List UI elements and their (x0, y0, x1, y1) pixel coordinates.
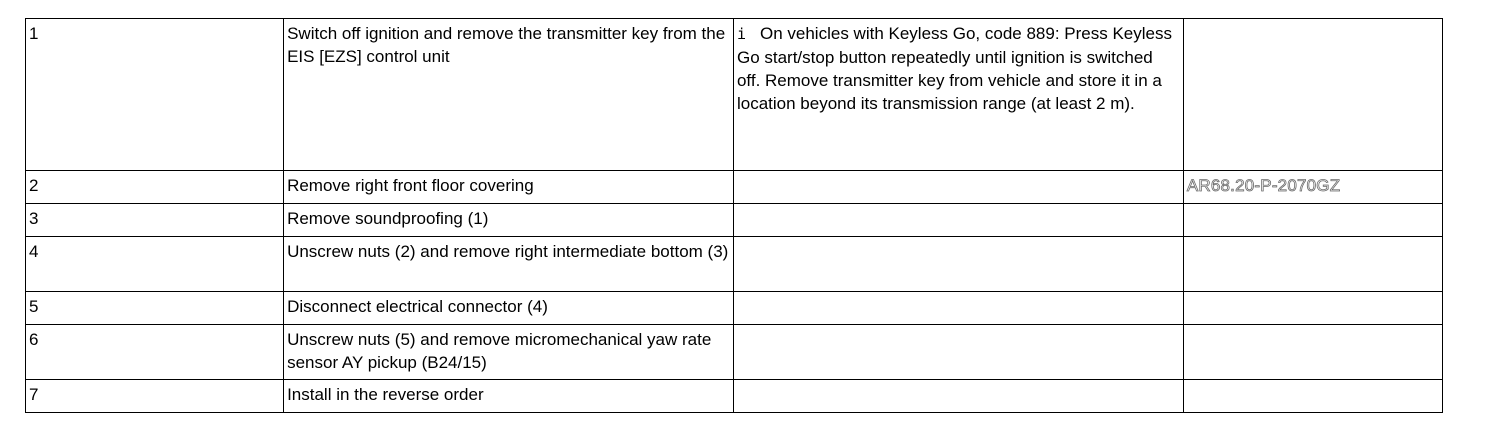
step-reference-cell (1183, 171, 1442, 204)
step-number-cell: 3 (26, 204, 284, 237)
step-action-cell: Switch off ignition and remove the transmitter key from the EIS [EZS] control unit (284, 19, 734, 171)
step-action-cell: Unscrew nuts (5) and remove micromechanical yaw rate sensor AY pickup (B24/15) (284, 325, 734, 380)
step-reference-cell (1183, 237, 1442, 292)
step-note-cell (733, 204, 1183, 237)
step-action-cell: Install in the reverse order (284, 380, 734, 413)
step-note-cell (733, 380, 1183, 413)
step-number-cell: 2 (26, 171, 284, 204)
table-row (26, 19, 1443, 171)
step-reference-cell (1183, 325, 1442, 380)
step-number-cell: 4 (26, 237, 284, 292)
step-action-cell: Disconnect electrical connector (4) (284, 292, 734, 325)
step-action-cell: Unscrew nuts (2) and remove right intermediate bottom (3) (284, 237, 734, 292)
table-row (26, 171, 1443, 204)
step-note-cell (733, 292, 1183, 325)
table-row (26, 292, 1443, 325)
table-row (26, 325, 1443, 380)
info-icon: i (736, 25, 746, 43)
step-reference-cell (1183, 380, 1442, 413)
step-note-cell (733, 19, 1183, 171)
step-note-cell (733, 237, 1183, 292)
step-reference-cell (1183, 19, 1442, 171)
table-row (26, 380, 1443, 413)
table-row (26, 237, 1443, 292)
step-note-cell (733, 171, 1183, 204)
step-number-cell: 5 (26, 292, 284, 325)
step-reference-cell (1183, 204, 1442, 237)
step-action-cell: Remove right front floor covering (284, 171, 734, 204)
step-number-cell: 1 (26, 19, 284, 171)
reference-link[interactable]: AR68.20-P-2070GZ (1186, 176, 1341, 195)
step-reference-cell (1183, 292, 1442, 325)
procedure-table (25, 18, 1443, 413)
step-note-text: On vehicles with Keyless Go, code 889: Press Keyless Go start/stop button repeatedly until ignition is switched off. Remove transmitter key from vehicle and store it in a location beyond its transmission range (at least 2 m). (736, 24, 1172, 113)
table-row (26, 204, 1443, 237)
step-number-cell: 7 (26, 380, 284, 413)
step-number-cell: 6 (26, 325, 284, 380)
step-note-cell (733, 325, 1183, 380)
step-action-cell: Remove soundproofing (1) (284, 204, 734, 237)
